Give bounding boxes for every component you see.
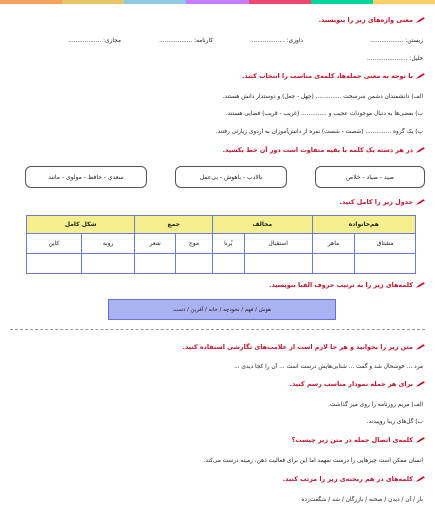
sentence-b: ب) گل‌های زیبا روییدند. — [366, 419, 423, 425]
section-title-meanings — [319, 16, 425, 24]
section-title-choose-word — [242, 72, 425, 80]
pencil-icon — [416, 381, 425, 387]
table-cell: مشتاق — [355, 234, 416, 254]
section-title-text: برای هر جمله نمودار مناسب رسم کنید. — [289, 380, 413, 388]
section-title-text: کلمه‌ی اتصال جمله در متن زیر چیست؟ — [291, 436, 413, 444]
section-title-punctuation — [183, 343, 425, 351]
section-title-alphabetical — [269, 281, 425, 289]
top-color-segment — [124, 0, 186, 4]
answer-cell[interactable] — [175, 254, 212, 274]
table-header: هم‌خانواده — [312, 216, 415, 234]
top-color-segment — [62, 0, 124, 4]
top-color-segment — [373, 0, 435, 4]
word-karnameh: کارنامه: .................. — [159, 38, 213, 44]
top-color-segment — [249, 0, 311, 4]
word-khalil: خلیل: ...................... — [367, 56, 423, 62]
word-group-2: بالادب - باهوش - بی‌عمل — [175, 166, 287, 188]
pencil-icon — [416, 282, 425, 288]
pencil-icon — [416, 344, 425, 350]
table-cell: ماهر — [312, 234, 355, 254]
answer-cell[interactable] — [312, 254, 355, 274]
word-zistan: زیستن: .................. — [370, 38, 423, 44]
answer-cell[interactable] — [213, 254, 244, 274]
top-color-segment — [311, 0, 373, 4]
section-title-text: متن زیر را بخوانید و هر جا لازم است از علامت‌های نگارشی استفاده کنید. — [182, 343, 413, 351]
top-color-segment — [186, 0, 248, 4]
punctuation-text: مرد ... خوشحال شد و گفت ... شتابی‌هایش درست است ... آن را کجا دیدی ... — [234, 364, 423, 370]
choice-line-b: ب) بعضی‌ها به دنبال موجودات عجیب و .............. (غریب - قریب) فضایی هستند. — [225, 111, 423, 117]
table-header: مخالف — [213, 216, 313, 234]
choice-line-c: پ) یک گروه .............. (شصت - شست) نفره از دانش‌آموزان به اردوی زیارتی رفتند. — [215, 129, 423, 135]
table-cell: موج — [175, 234, 212, 254]
section-title-text: معنی واژه‌های زیر را بنویسید. — [318, 16, 413, 24]
answer-cell[interactable] — [135, 254, 176, 274]
alphabet-words-box: هوش / فهم / نخودچه / خانه / آفرین / دست — [108, 299, 336, 320]
word-group-1: صید - صیاد - خلاص — [315, 166, 425, 188]
section-title-table — [340, 198, 425, 206]
pencil-icon — [416, 476, 425, 482]
scrambled-words: باز / آن / دیدن / صحنه / بازرگان / شد / شگفت‌زده — [301, 497, 423, 503]
table-header: شکل کامل — [27, 216, 135, 234]
pencil-icon — [416, 437, 425, 443]
pencil-icon — [416, 17, 425, 23]
choice-line-a: الف) دانشمندان دشمن سرسخت .............. (جهل - جعل) و دوستدار دانش هستند. — [222, 94, 423, 100]
top-color-segment — [0, 0, 62, 4]
answer-cell[interactable] — [27, 254, 82, 274]
sentence-a: الف) مریم روزنامه را روی میز گذاشت. — [328, 402, 423, 408]
table-cell: شعر — [135, 234, 176, 254]
divider — [10, 329, 425, 330]
section-title-text: با توجه به معنی جمله‌ها، کلمه‌ی مناسب را انتخاب کنید. — [241, 72, 413, 80]
section-title-diagram — [290, 380, 425, 388]
conjunction-text: انسان ممکن است چیزهایی را درست نفهمد اما این برای فعالیت ذهن، زمینه درست می‌کند. — [203, 458, 423, 464]
section-title-text: در هر دسته یک کلمه با بقیه متفاوت است دور آن خط بکشید. — [222, 146, 413, 154]
word-davari: داوری: .................. — [251, 38, 303, 44]
word-table — [26, 215, 416, 274]
top-color-bar — [0, 0, 435, 4]
table-cell: روبه — [81, 234, 135, 254]
section-title-text: جدول زیر را کامل کنید. — [339, 198, 413, 206]
section-title-text: کلمه‌های زیر را به ترتیب حروف الفبا بنویسید. — [269, 281, 413, 289]
pencil-icon — [416, 73, 425, 79]
answer-cell[interactable] — [81, 254, 135, 274]
table-header: جمع — [135, 216, 213, 234]
pencil-icon — [416, 147, 425, 153]
table-cell: کاین — [27, 234, 82, 254]
word-group-3: سعدی - حافظ - مولوی - مانند — [25, 166, 147, 188]
answer-cell[interactable] — [244, 254, 312, 274]
table-cell: بُرنا — [213, 234, 244, 254]
word-majazi: مجازی: .................. — [68, 38, 121, 44]
answer-cell[interactable] — [355, 254, 416, 274]
table-cell: استقبال — [244, 234, 312, 254]
pencil-icon — [416, 199, 425, 205]
section-title-text: کلمه‌های در هم ریخته‌ی زیر را مرتب کنید. — [282, 475, 413, 483]
section-title-unscramble — [283, 475, 425, 483]
section-title-odd-one-out — [223, 146, 425, 154]
section-title-conjunction — [292, 436, 425, 444]
